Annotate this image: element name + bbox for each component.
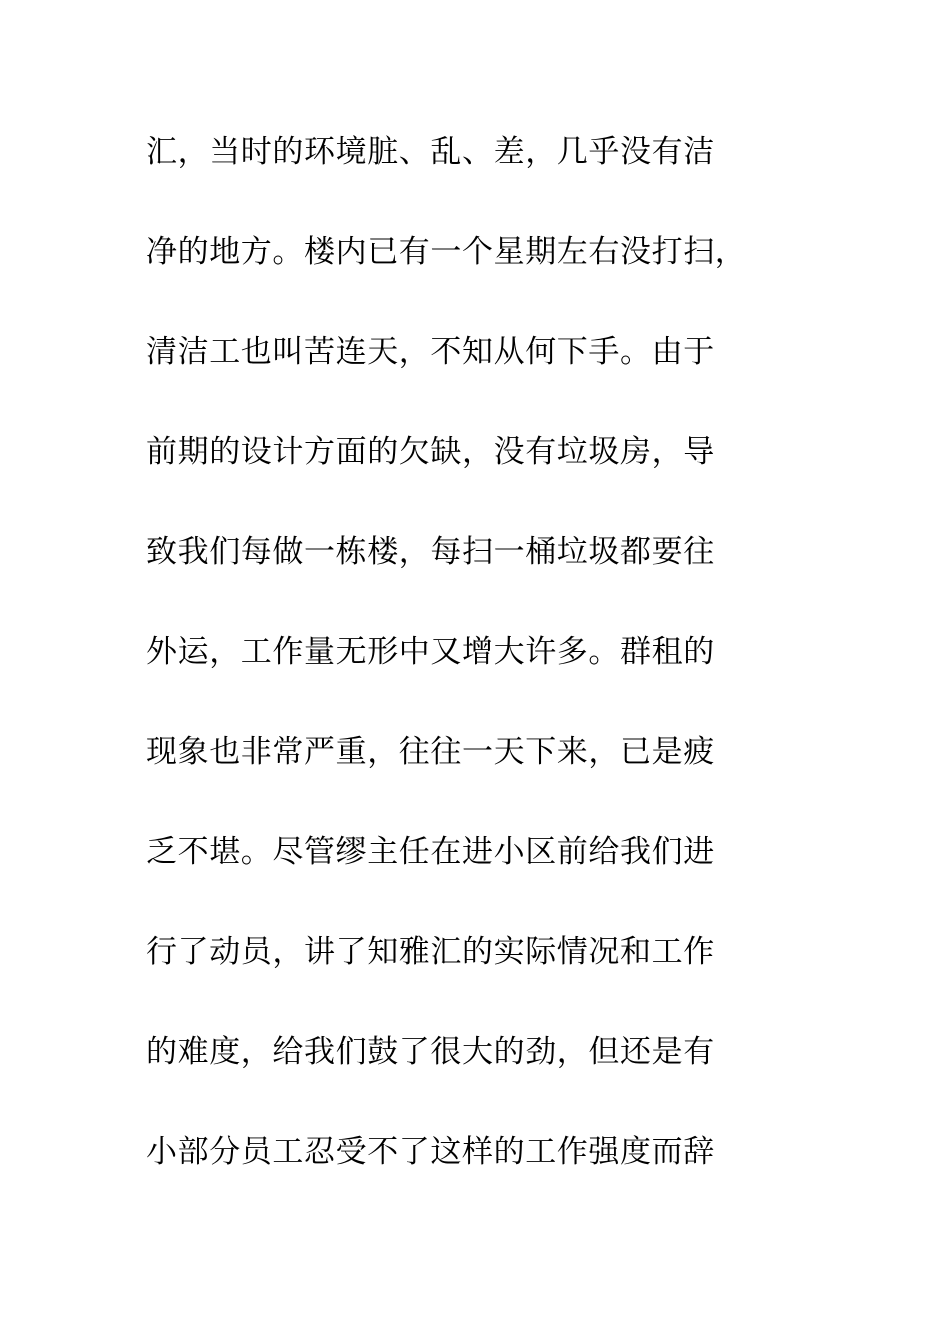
text-line: 外运，工作量无形中又增大许多。群租的	[146, 634, 715, 670]
text-line: 行了动员，讲了知雅汇的实际情况和工作	[146, 934, 715, 970]
text-line: 小部分员工忍受不了这样的工作强度而辞	[146, 1134, 715, 1170]
text-line: 汇，当时的环境脏、乱、差，几乎没有洁	[146, 134, 715, 170]
text-line: 致我们每做一栋楼，每扫一桶垃圾都要往	[146, 534, 715, 570]
text-line: 现象也非常严重，往往一天下来，已是疲	[146, 734, 715, 770]
text-line: 清洁工也叫苦连天，不知从何下手。由于	[146, 334, 715, 370]
body-text	[146, 128, 806, 1228]
text-line: 前期的设计方面的欠缺，没有垃圾房，导	[146, 434, 715, 470]
text-line: 净的地方。楼内已有一个星期左右没打扫，	[146, 234, 747, 270]
text-line: 的难度，给我们鼓了很大的劲，但还是有	[146, 1034, 715, 1070]
text-line: 乏不堪。尽管缪主任在进小区前给我们进	[146, 834, 715, 870]
